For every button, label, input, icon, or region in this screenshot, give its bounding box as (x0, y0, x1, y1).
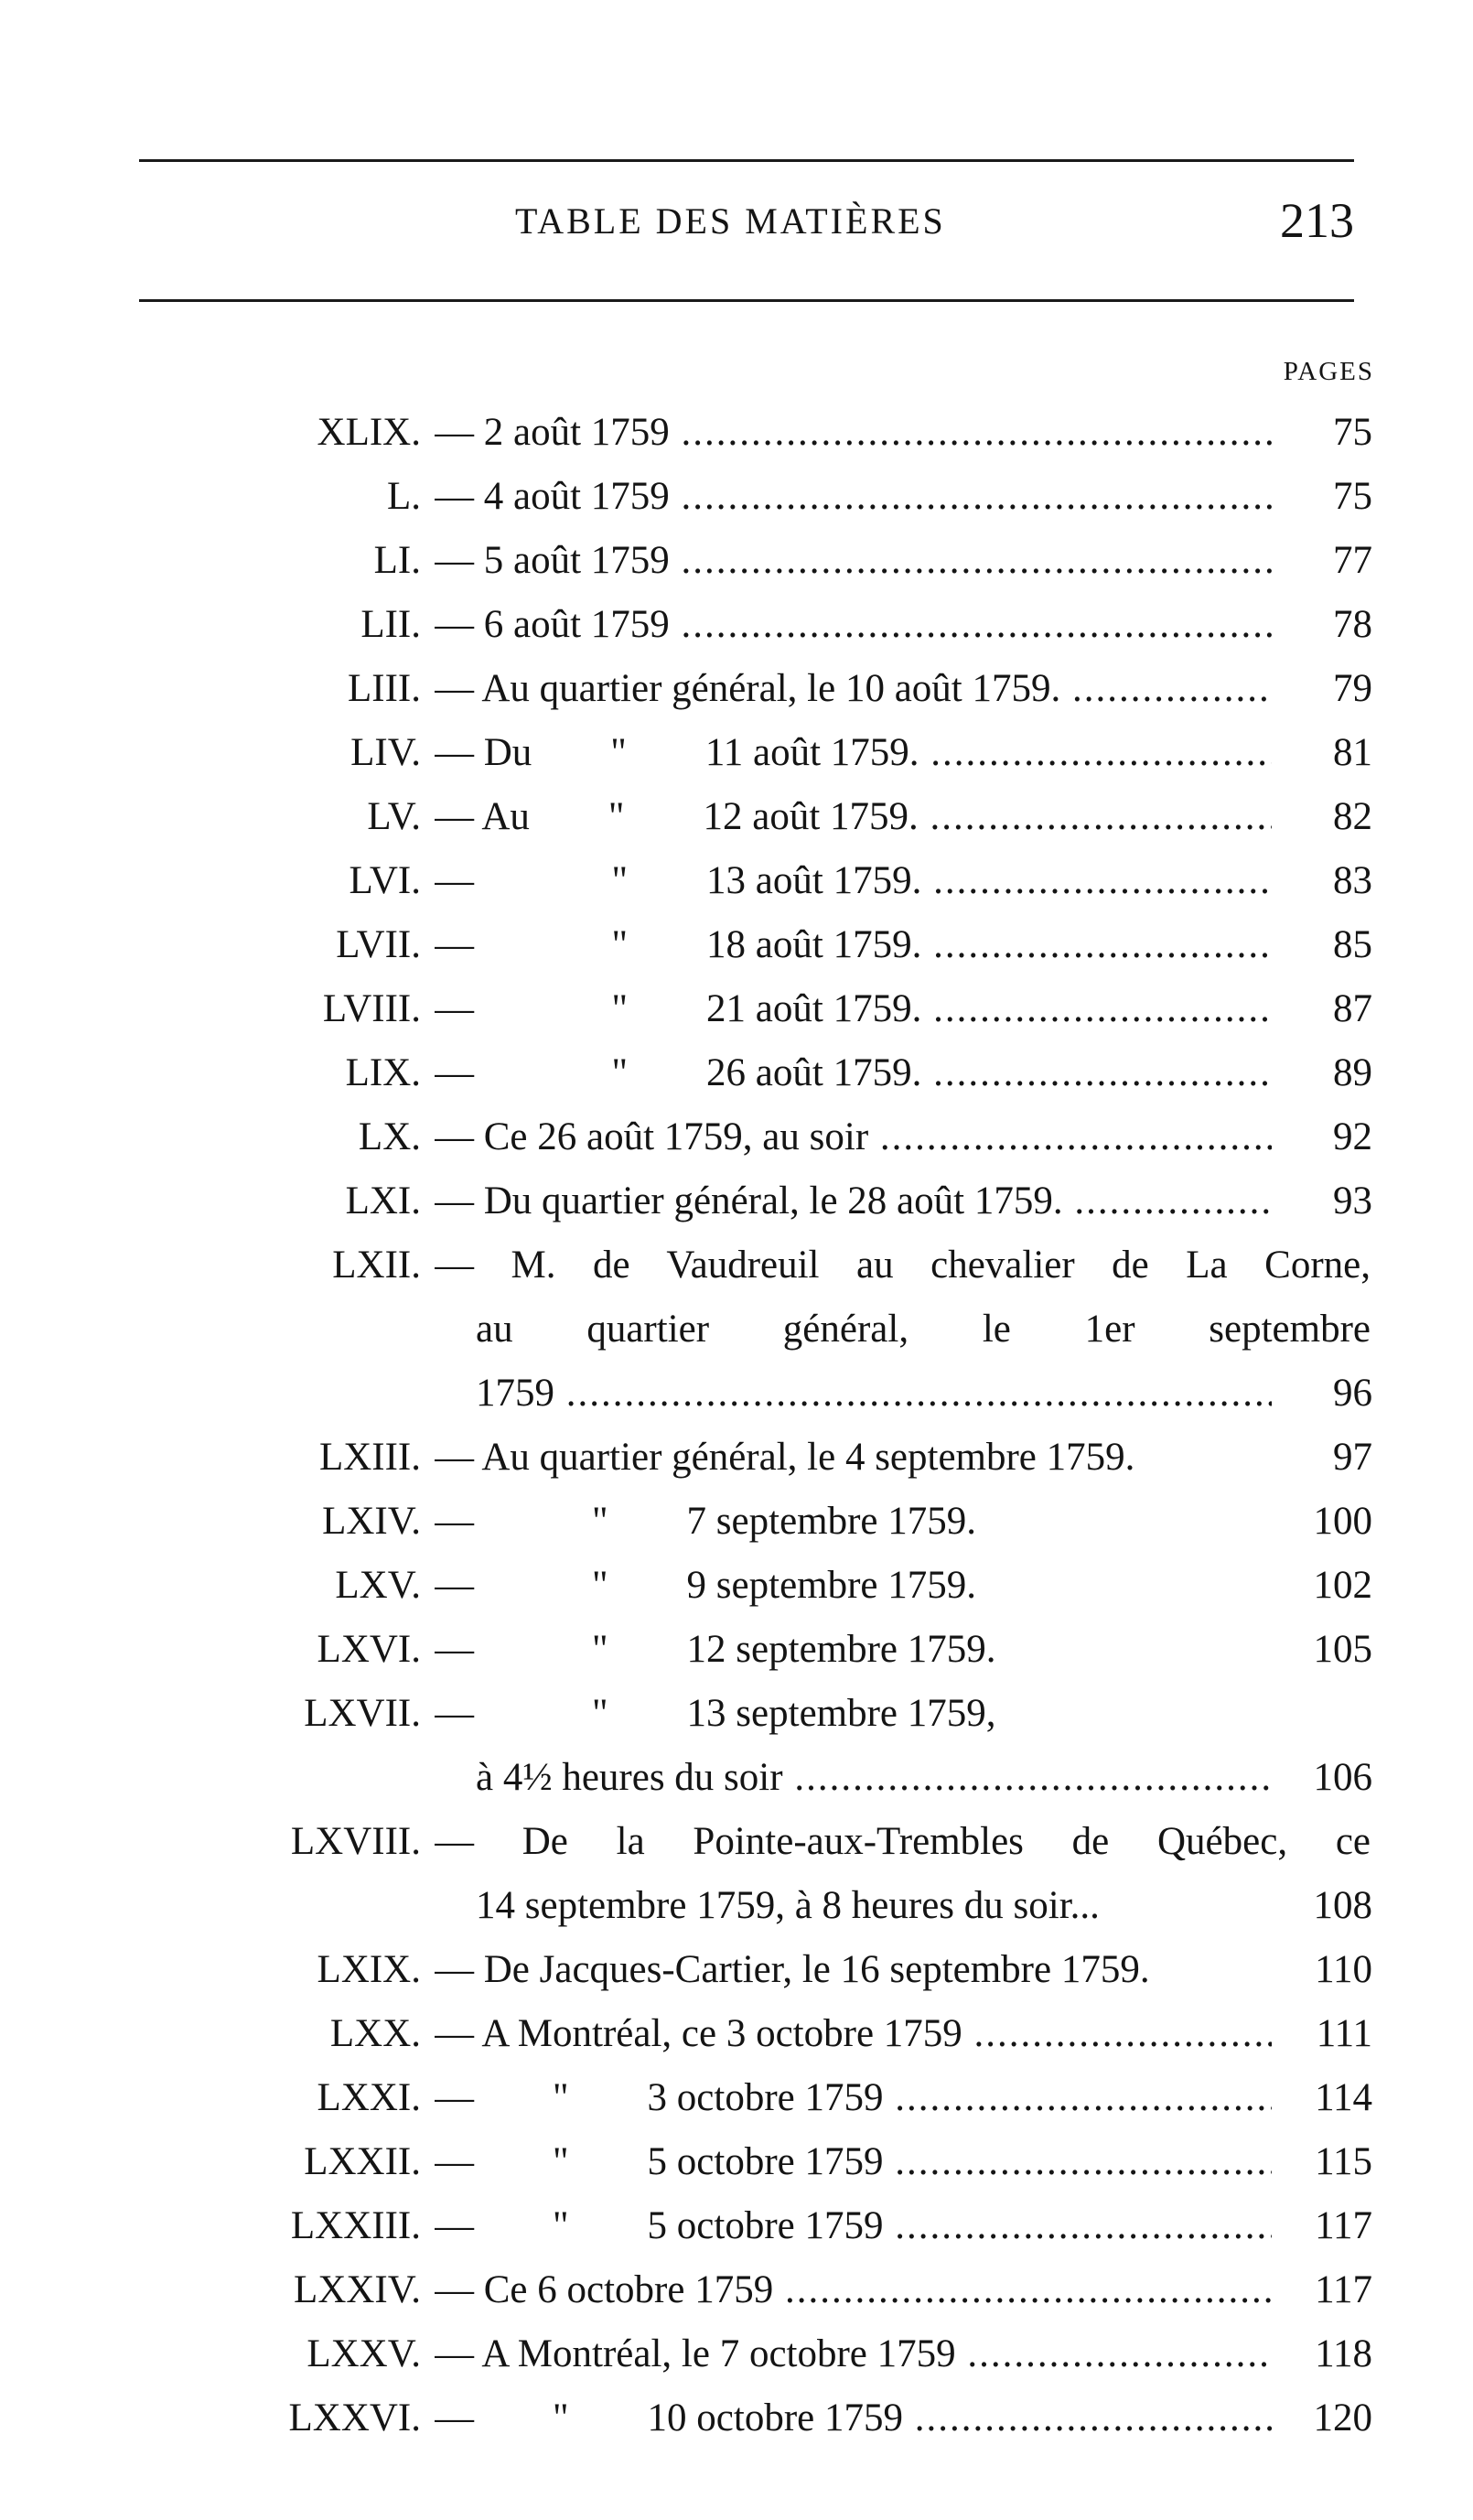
toc-entry-page: 96 (1333, 1372, 1372, 1415)
toc-entry-text: — 4 août 1759 ..... (435, 465, 1272, 529)
toc-entry-page: 75 (1333, 411, 1372, 454)
toc-entry-text: 1759 ..... (476, 1362, 1272, 1426)
header-rule-bottom (139, 299, 1354, 302)
toc-entry-text: — " 26 août 1759. ..... (435, 1041, 1272, 1105)
toc-entry-text: — " 13 septembre 1759, (435, 1692, 996, 1735)
toc-entry-number: LXIV. (322, 1500, 421, 1543)
toc-entry-text: — A Montréal, le 7 octobre 1759 ..... (435, 2322, 1272, 2386)
toc-entry-text: — Au quartier général, le 4 septembre 1759. (435, 1436, 1135, 1479)
toc-entry (0, 849, 1473, 913)
toc-entry (0, 2194, 1473, 2258)
toc-entry-page: 118 (1315, 2332, 1372, 2375)
toc-entry (0, 465, 1473, 529)
toc-entry-continuation (0, 1362, 1473, 1426)
toc-entry-number: LVII. (336, 923, 421, 966)
toc-entry-page: 114 (1315, 2076, 1372, 2119)
toc-entry (0, 1618, 1473, 1682)
toc-entry-number: LXXI. (317, 2076, 421, 2119)
toc-entry-page: 108 (1313, 1884, 1372, 1927)
toc-entry-text: — " 13 août 1759. ..... (435, 849, 1272, 913)
toc-entry-continuation (0, 1874, 1473, 1938)
toc-entry-continuation (0, 1298, 1473, 1362)
toc-entry-text: — Du quartier général, le 28 août 1759. ..... (435, 1169, 1272, 1233)
toc-entry-number: LXXIII. (290, 2204, 421, 2247)
toc-entry-number: LII. (360, 603, 421, 646)
toc-entry (0, 401, 1473, 465)
toc-entry-page: 87 (1333, 987, 1372, 1030)
toc-entry (0, 1041, 1473, 1105)
toc-entry-number: LXX. (329, 2012, 421, 2055)
toc-entry (0, 1233, 1473, 1298)
toc-entry (0, 2002, 1473, 2066)
toc-entry-page: 93 (1333, 1179, 1372, 1222)
toc-entry-page: 102 (1313, 1564, 1372, 1607)
toc-entry (0, 1426, 1473, 1490)
toc-entry-text: — Au " 12 août 1759. ..... (435, 785, 1272, 849)
header-rule-top (139, 159, 1354, 162)
toc-entry-text: — " 3 octobre 1759 ..... (435, 2066, 1272, 2130)
toc-entry-page: 77 (1333, 539, 1372, 582)
toc-entry (0, 1810, 1473, 1874)
pages-column-label: PAGES (1283, 357, 1374, 386)
toc-entry-page: 92 (1333, 1115, 1372, 1158)
toc-entry (0, 2130, 1473, 2194)
toc-entry-text: — 5 août 1759 ..... (435, 529, 1272, 593)
toc-entry-page: 78 (1333, 603, 1372, 646)
page-number: 213 (1280, 193, 1354, 248)
toc-entry-number: LXIII. (318, 1436, 421, 1479)
toc-entry (0, 1938, 1473, 2002)
toc-entry-text: — " 7 septembre 1759. (435, 1500, 977, 1543)
toc-entry (0, 1554, 1473, 1618)
toc-entry (0, 977, 1473, 1041)
toc-entry-text: — Du " 11 août 1759. ..... (435, 721, 1272, 785)
toc-entry-number: LXII. (332, 1244, 421, 1287)
toc-entry-number: LI. (373, 539, 421, 582)
toc-entry-text: — Au quartier général, le 10 août 1759. ..... (435, 657, 1272, 721)
toc-entry-text: à 4½ heures du soir ..... (476, 1746, 1272, 1810)
toc-entry-number: LXVII. (304, 1692, 421, 1735)
toc-entry-number: XLIX. (317, 411, 421, 454)
toc-entry (0, 785, 1473, 849)
toc-entry-number: LX. (358, 1115, 421, 1158)
toc-entry-number: LXV. (335, 1564, 421, 1607)
toc-entry-page: 83 (1333, 859, 1372, 902)
toc-entry-page: 81 (1333, 731, 1372, 774)
toc-entry-number: LVI. (349, 859, 421, 902)
toc-entry-text: — 2 août 1759 ..... (435, 401, 1272, 465)
toc-entry (0, 1682, 1473, 1746)
toc-entry-number: LIII. (348, 667, 421, 710)
toc-entry (0, 2322, 1473, 2386)
toc-entry-page: 82 (1333, 795, 1372, 838)
toc-entry (0, 1105, 1473, 1169)
toc-entry-continuation (0, 1746, 1473, 1810)
toc-entry (0, 913, 1473, 977)
running-header-title: TABLE DES MATIÈRES (515, 200, 946, 242)
toc-entry-number: LXXIV. (294, 2268, 421, 2311)
toc-entry-number: LIV. (350, 731, 421, 774)
toc-entry-number: LXI. (345, 1179, 421, 1222)
toc-entry (0, 1490, 1473, 1554)
toc-entry-number: LXVIII. (290, 1820, 421, 1863)
toc-entry-page: 97 (1333, 1436, 1372, 1479)
toc-entry (0, 657, 1473, 721)
toc-entry-text: — " 9 septembre 1759. (435, 1564, 977, 1607)
toc-entry-text: — A Montréal, ce 3 octobre 1759 ..... (435, 2002, 1272, 2066)
toc-entry-page: 115 (1315, 2140, 1372, 2183)
toc-entry-page: 120 (1313, 2396, 1372, 2439)
toc-entry-number: LXVI. (317, 1628, 421, 1671)
toc-entry-page: 105 (1313, 1628, 1372, 1671)
toc-entry-page: 110 (1315, 1948, 1372, 1991)
toc-entry-text: — M. de Vaudreuil au chevalier de La Corne, (435, 1244, 1371, 1287)
toc-entry-page: 85 (1333, 923, 1372, 966)
toc-entry-page: 100 (1313, 1500, 1372, 1543)
toc-entry-number: LXXII. (304, 2140, 421, 2183)
toc-entry-text: 14 septembre 1759, à 8 heures du soir... (476, 1884, 1100, 1927)
toc-entry-text: — 6 août 1759 ..... (435, 593, 1272, 657)
toc-entry-number: LXXVI. (288, 2396, 421, 2439)
toc-entry-text: — Ce 26 août 1759, au soir ..... (435, 1105, 1272, 1169)
toc-entry (0, 2386, 1473, 2450)
toc-entry-text: — De la Pointe-aux-Trembles de Québec, ce (435, 1820, 1371, 1863)
toc-entry-page: 106 (1313, 1756, 1372, 1799)
toc-entry-page: 117 (1315, 2204, 1372, 2247)
toc-entry (0, 529, 1473, 593)
toc-entry-page: 89 (1333, 1051, 1372, 1094)
toc-entry-text: — " 18 août 1759. ..... (435, 913, 1272, 977)
toc-entry (0, 2258, 1473, 2322)
toc-entry-number: LIX. (345, 1051, 421, 1094)
toc-entry-text: — " 12 septembre 1759. (435, 1628, 996, 1671)
toc-entry-text: — Ce 6 octobre 1759 ..... (435, 2258, 1272, 2322)
toc-entry (0, 2066, 1473, 2130)
toc-entry-page: 111 (1316, 2012, 1372, 2055)
toc-entry (0, 721, 1473, 785)
toc-entry (0, 593, 1473, 657)
toc-entry-text: — De Jacques-Cartier, le 16 septembre 1759. (435, 1948, 1150, 1991)
toc-entry-text: au quartier général, le 1er septembre (476, 1308, 1371, 1351)
toc-entry-text: — " 5 octobre 1759 ..... (435, 2130, 1272, 2194)
toc-entry-number: L. (386, 475, 421, 518)
toc-entry-number: LV. (367, 795, 421, 838)
toc-entry-text: — " 5 octobre 1759 ..... (435, 2194, 1272, 2258)
toc-entry-number: LVIII. (322, 987, 421, 1030)
toc-entry (0, 1169, 1473, 1233)
toc-entry-number: LXIX. (317, 1948, 421, 1991)
toc-entry-number: LXXV. (306, 2332, 421, 2375)
toc-entry-page: 79 (1333, 667, 1372, 710)
toc-entry-text: — " 21 août 1759. ..... (435, 977, 1272, 1041)
toc-entry-page: 75 (1333, 475, 1372, 518)
toc-entry-text: — " 10 octobre 1759 ..... (435, 2386, 1272, 2450)
toc-entry-page: 117 (1315, 2268, 1372, 2311)
